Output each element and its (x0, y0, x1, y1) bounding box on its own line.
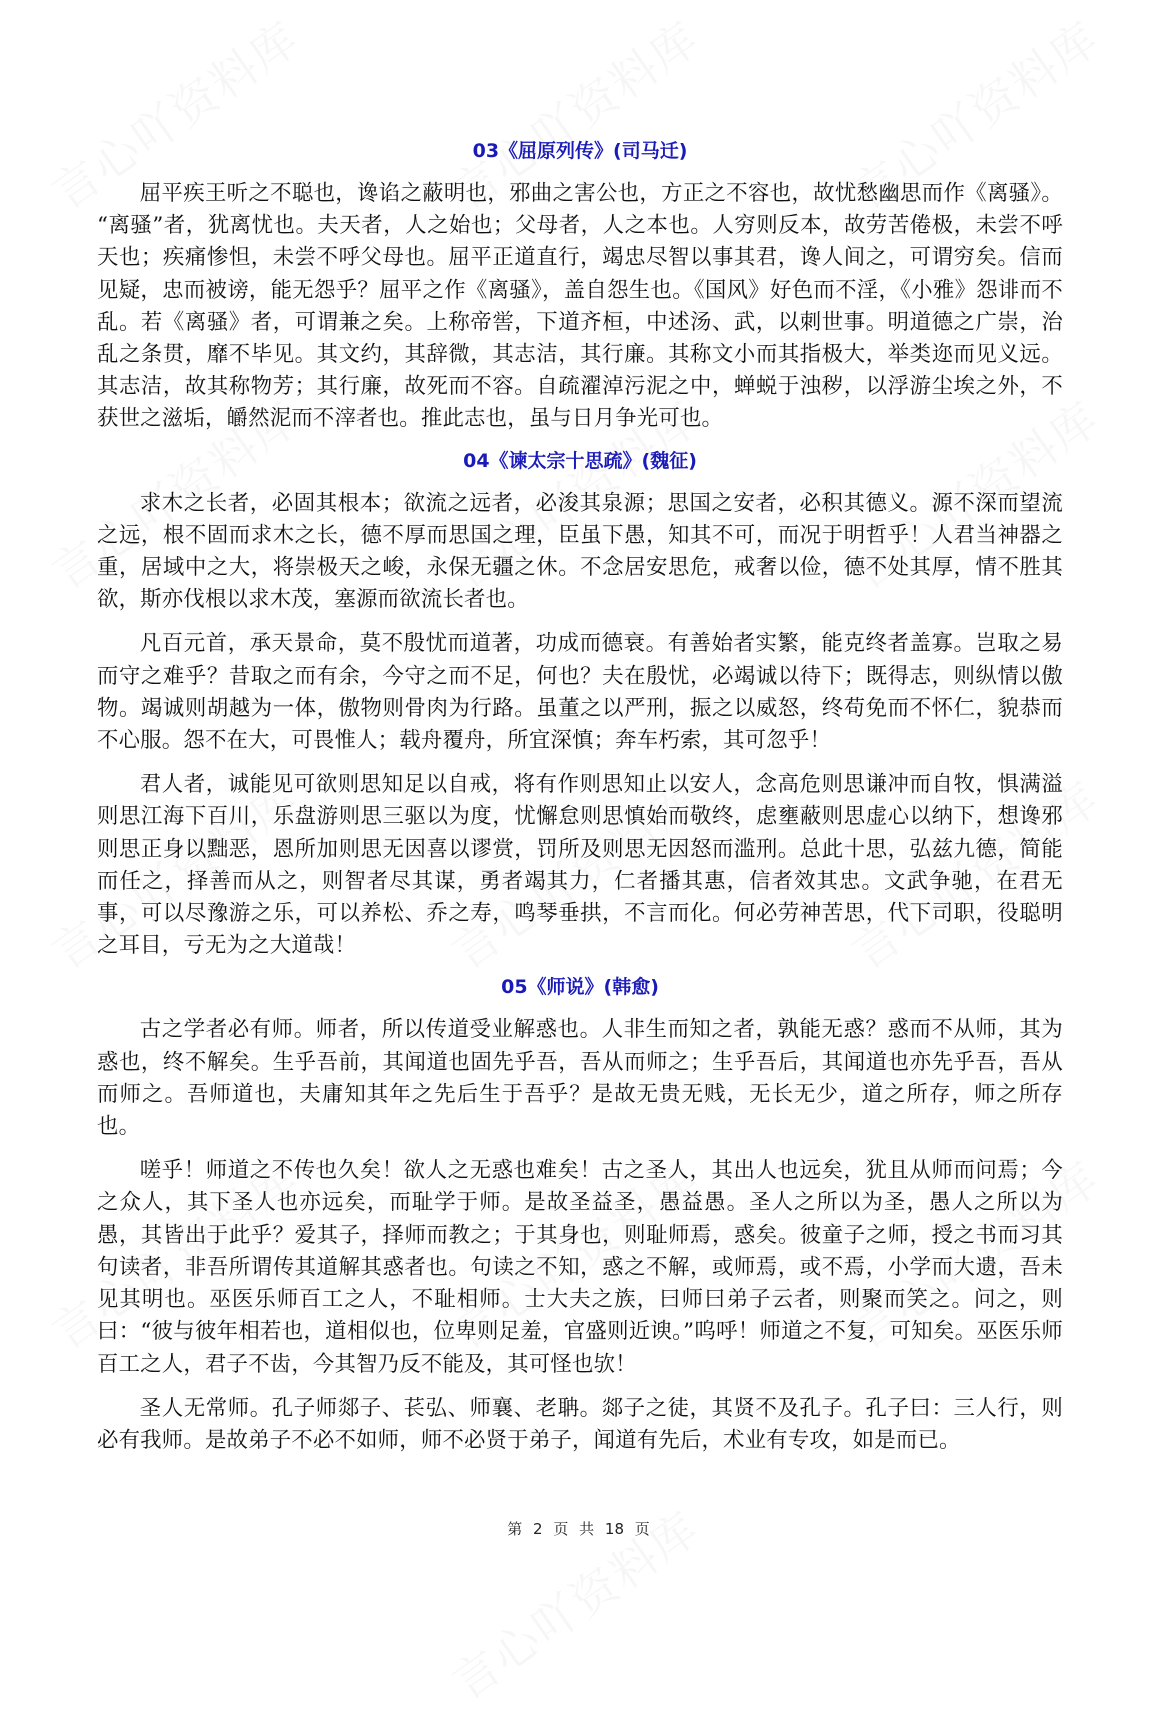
paragraph: 圣人无常师。孔子师郯子、苌弘、师襄、老聃。郯子之徒，其贤不及孔子。孔子曰：三人行，则必有我师。是故弟子不必不如师，师不必贤于弟子，闻道有先后，术业有专攻，如是而已。 (97, 1395, 1063, 1453)
total-pages-number: 18 (604, 1520, 624, 1538)
section-jian-taizong-shisi-shu (97, 448, 1063, 963)
section-quyuan-liezhuan (97, 138, 1063, 436)
footer-total-word: 共 (579, 1520, 595, 1538)
section-title: 05《师说》(韩愈) (501, 976, 659, 999)
paragraph: 古之学者必有师。师者，所以传道受业解惑也。人非生而知之者，孰能无惑？惑而不从师，其为惑也，终不解矣。生乎吾前，其闻道也固先乎吾，吾从而师之；生乎吾后，其闻道也亦先乎吾，吾从而师之。吾师道也，夫庸知其年之先后生于吾乎？是故无贵无贱，无长无少，道之所存，师之所存也。 (97, 1017, 1063, 1140)
section-title: 03《屈原列传》(司马迁) (472, 140, 688, 162)
current-page-number: 2 (532, 1520, 543, 1538)
paragraph: 嗟乎！师道之不传也久矣！欲人之无惑也难矣！古之圣人，其出人也远矣，犹且从师而问焉；今之众人，其下圣人也亦远矣，而耻学于师。是故圣益圣，愚益愚。圣人之所以为圣，愚人之所以为愚，其皆出于此乎？爱其子，择师而教之；于其身也，则耻师焉，惑矣。彼童子之师，授之书而习其句读者，非吾所谓传其道解其惑者也。句读之不知，惑之不解，或师焉，或不焉，小学而大遗，吾未见其明也。巫医乐师百工之人，不耻相师。士大夫之族，曰师曰弟子云者，则聚而笑之。问之，则曰：“彼与彼年相若也，道相似也，位卑则足羞，官盛则近谀。”呜呼！师道之不复，可知矣。巫医乐师百工之人，君子不齿，今其智乃反不能及，其可怪也欤！ (97, 1158, 1063, 1377)
footer-prefix: 第 (507, 1520, 523, 1538)
page-footer (0, 1518, 1157, 1539)
section-shi-shuo (97, 974, 1063, 1457)
paragraph: 求木之长者，必固其根本；欲流之远者，必浚其泉源；思国之安者，必积其德义。源不深而望流之远，根不固而求木之长，德不厚而思国之理，臣虽下愚，知其不可，而况于明哲乎！人君当神器之重，居域中之大，将崇极天之峻，永保无疆之休。不念居安思危，戒奢以俭，德不处其厚，情不胜其欲，斯亦伐根以求木茂，塞源而欲流长者也。 (97, 490, 1063, 613)
footer-suffix: 页 (634, 1520, 650, 1538)
paragraph: 屈平疾王听之不聪也，谗谄之蔽明也，邪曲之害公也，方正之不容也，故忧愁幽思而作《离骚》。 “离骚”者，犹离忧也。夫天者，人之始也；父母者，人之本也。人穷则反本，故劳苦倦极，未尝不呼天也；疾痛惨怛，未尝不呼父母也。屈平正道直行，竭忠尽智以事其君，谗人间之，可谓穷矣。信而见疑，忠而被谤，能无怨乎？屈平之作《离骚》，盖自怨生也。《国风》好色而不淫，《小雅》怨诽而不乱。若《离骚》者，可谓兼之矣。上称帝喾，下道齐桓，中述汤、武，以刺世事。明道德之广崇，治乱之条贯，靡不毕见。其文约，其辞微，其志洁，其行廉。其称文小而其指极大，举类迩而见义远。其志洁，故其称物芳；其行廉，故死而不容。自疏濯淖污泥之中，蝉蜕于浊秽，以浮游尘埃之外，不获世之滋垢，皭然泥而不滓者也。推此志也，虽与日月争光可也。 (97, 181, 1063, 432)
document-page (97, 130, 1063, 1469)
paragraph: 凡百元首，承天景命，莫不殷忧而道著，功成而德衰。有善始者实繁，能克终者盖寡。岂取之易而守之难乎？昔取之而有余，今守之而不足，何也？夫在殷忧，必竭诚以待下；既得志，则纵情以傲物。竭诚则胡越为一体，傲物则骨肉为行路。虽董之以严刑，振之以威怒，终苟免而不怀仁，貌恭而不心服。怨不在大，可畏惟人；载舟覆舟，所宜深慎；奔车朽索，其可忽乎！ (97, 631, 1063, 754)
paragraph: 君人者，诚能见可欲则思知足以自戒，将有作则思知止以安人，念高危则思谦冲而自牧，惧满溢则思江海下百川，乐盘游则思三驱以为度，忧懈怠则思慎始而敬终，虑壅蔽则思虚心以纳下，想谗邪则思正身以黜恶，恩所加则思无因喜以谬赏，罚所及则思无因怒而滥刑。总此十思，弘兹九德，简能而任之，择善而从之，则智者尽其谋，勇者竭其力，仁者播其惠，信者效其忠。文武争驰，在君无事，可以尽豫游之乐，可以养松、乔之寿，鸣琴垂拱，不言而化。何必劳神苦思，代下司职，役聪明之耳目，亏无为之大道哉！ (97, 772, 1063, 959)
footer-page-word: 页 (553, 1520, 569, 1538)
section-title: 04《谏太宗十思疏》(魏征) (463, 449, 697, 472)
